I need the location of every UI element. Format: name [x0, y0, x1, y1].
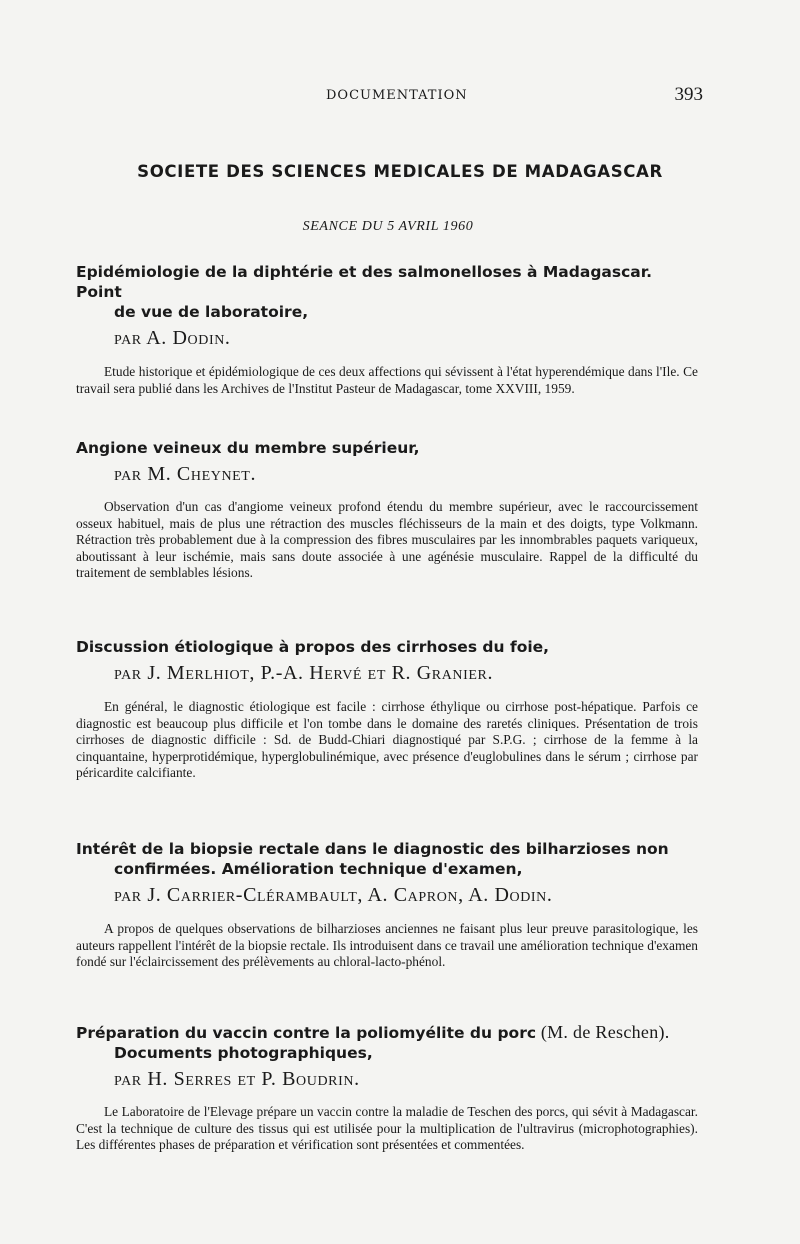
article-5: [76, 1022, 698, 1154]
article-abstract: Etude historique et épidémiologique de ces deux affections qui sévissent à l'état hyperendémique dans l'Ile. Ce travail sera publié dans les Archives de l'Institut Pasteur de Madagascar, tome XXVIII, 1959.: [76, 364, 698, 396]
article-2: [76, 438, 698, 582]
article-abstract: En général, le diagnostic étiologique est facile : cirrhose éthylique ou cirrhose post-hépatique. Parfois ce diagnostic est beaucoup plus difficile et l'on tombe dans le domaine des raretés cliniques. Présentation de trois cirrhoses de diagnostic difficile : Sd. de Budd-Chiari diagnostiqué par S.P.G. ; cirrhose de la femme à la cinquantaine, hyperprotidémique, hyperglobulinémique, avec présence d'euglobulines dans le sérum ; cirrhose par péricardite calcifiante.: [76, 699, 698, 780]
article-title-note: (M. de Reschen).: [536, 1022, 670, 1042]
article-authors: par M. Cheynet.: [114, 463, 257, 485]
article-4: [76, 839, 698, 971]
page-number: 393: [674, 84, 703, 105]
society-heading: SOCIETE DES SCIENCES MEDICALES DE MADAGASCAR: [137, 162, 663, 181]
article-authors: par H. Serres et P. Boudrin.: [114, 1068, 360, 1090]
article-title: Intérêt de la biopsie rectale dans le diagnostic des bilharzioses non confirmées. Amélioration technique d'examen,: [76, 840, 669, 878]
article-1: [76, 262, 698, 397]
article-title: Angione veineux du membre supérieur,: [76, 439, 420, 457]
article-abstract: Le Laboratoire de l'Elevage prépare un vaccin contre la maladie de Teschen des porcs, qui sévit à Madagascar. C'est la technique de culture des tissus qui est utilisée pour la multiplication de l'ultravirus (microphotographies). Les différentes phases de préparation et vérification sont présentées et commentées.: [76, 1104, 698, 1152]
article-abstract: Observation d'un cas d'angiome veineux profond étendu du membre supérieur, avec le raccourcissement osseux habituel, mais de plus une rétraction des muscles fléchisseurs de la main et des doigts, type Volkmann. Rétraction très probablement due à la compression des fibres musculaires par les innombrables paquets variqueux, aboutissant à leur ischémie, mais sans doute associée à une agénésie musculaire. Rappel de la difficulté du traitement de semblables lésions.: [76, 499, 698, 580]
article-abstract: A propos de quelques observations de bilharzioses anciennes ne faisant plus leur preuve parasitologique, les auteurs rappellent l'intérêt de la biopsie rectale. Ils introduisent dans ce travail une amélioration technique d'examen fondé sur l'éclaircissement des prélèvements au chloral-lacto-phénol.: [76, 921, 698, 969]
seance-date: SEANCE DU 5 AVRIL 1960: [302, 219, 474, 234]
article-authors: par J. Merlhiot, P.-A. Hervé et R. Granier.: [114, 662, 494, 684]
article-title: Discussion étiologique à propos des cirrhoses du foie,: [76, 638, 550, 656]
article-3: [76, 637, 698, 782]
article-authors: par A. Dodin.: [114, 327, 231, 349]
running-head: [0, 84, 800, 110]
article-title: Préparation du vaccin contre la poliomyélite du porc (M. de Reschen). Documents photographiques,: [76, 1022, 670, 1062]
article-authors: par J. Carrier-Clérambault, A. Capron, A. Dodin.: [114, 884, 553, 906]
running-title: DOCUMENTATION: [326, 88, 468, 103]
article-title: Epidémiologie de la diphtérie et des salmonelloses à Madagascar. Point de vue de laboratoire,: [76, 263, 653, 321]
